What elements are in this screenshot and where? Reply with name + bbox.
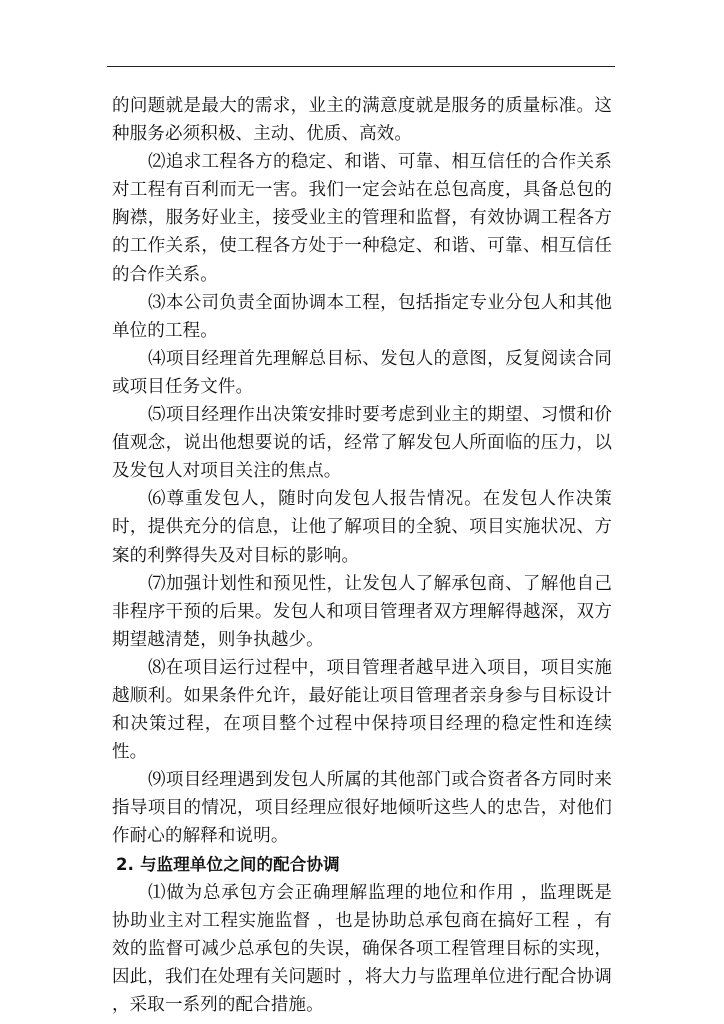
paragraph-item-6: ⑹尊重发包人，随时向发包人报告情况。在发包人作决策时，提供充分的信息，让他了解项目的全貌、项目实施状况、方案的利弊得失及对目标的影响。 (112, 489, 612, 566)
document-body (112, 92, 612, 1019)
section-heading: 2. 与监理单位之间的配合协调 (116, 854, 340, 874)
paragraph-item-4: ⑷项目经理首先理解总目标、发包人的意图，反复阅读合同或项目任务文件。 (112, 348, 612, 397)
header-rule (107, 66, 615, 67)
paragraph-item-5: ⑸项目经理作出决策安排时要考虑到业主的期望、习惯和价值观念，说出他想要说的话，经常了解发包人所面临的压力，以及发包人对项目关注的焦点。 (112, 405, 612, 482)
paragraph-item-8: ⑻在项目运行过程中，项目管理者越早进入项目，项目实施越顺利。如果条件允许，最好能让项目管理者亲身参与目标设计和决策过程，在项目整个过程中保持项目经理的稳定性和连续性。 (112, 657, 612, 763)
paragraph-item-7: ⑺加强计划性和预见性，让发包人了解承包商、了解他自己非程序干预的后果。发包人和项目管理者双方理解得越深，双方期望越清楚，则争执越少。 (112, 573, 612, 650)
paragraph-item-3: ⑶本公司负责全面协调本工程，包括指定专业分包人和其他单位的工程。 (112, 292, 612, 341)
paragraph-item-2: ⑵追求工程各方的稳定、和谐、可靠、相互信任的合作关系对工程有百利而无一害。我们一定会站在总包高度，具备总包的胸襟，服务好业主，接受业主的管理和监督，有效协调工程各方的工作关系，使工程各方处于一种稳定、和谐、可靠、相互信任的合作关系。 (112, 152, 612, 285)
paragraph-continued: 的问题就是最大的需求，业主的满意度就是服务的质量标准。这种服务必须积极、主动、优质、高效。 (112, 96, 612, 145)
paragraph-supervision-1: ⑴做为总承包方会正确理解监理的地位和作用 ，监理既是协助业主对工程实施监督 ，也是协助总承包商在搞好工程 ，有效的监督可减少总承包的失误，确保各项工程管理目标的实现，因此，我们在处理有关问题时 ，将大力与监理单位进行配合协调 ，采取一系列的配合措施。 (112, 882, 612, 1015)
paragraph-item-9: ⑼项目经理遇到发包人所属的其他部门或合资者各方同时来指导项目的情况，项目经理应很好地倾听这些人的忠告，对他们作耐心的解释和说明。 (112, 770, 612, 847)
